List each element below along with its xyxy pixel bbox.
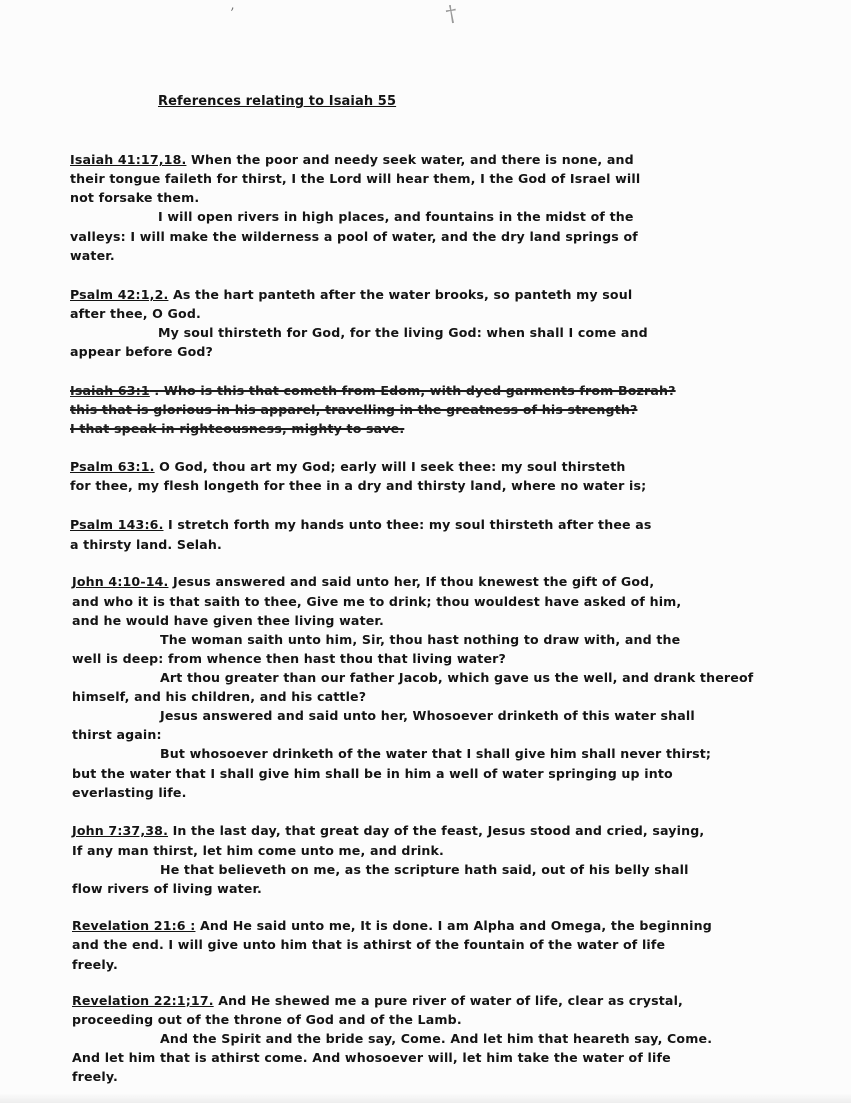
struck-line	[70, 382, 676, 400]
struck-line: I that speak in righteousness, mighty to save.	[70, 421, 405, 436]
passage-line: everlasting life.	[72, 785, 187, 800]
scripture-reference: John 7:37,38.	[72, 823, 169, 838]
passage-line: well is deep: from whence then hast thou that living water?	[72, 651, 506, 666]
passage-line: for thee, my flesh longeth for thee in a dry and thirsty land, where no water is;	[70, 478, 647, 493]
passage-line: I will open rivers in high places, and fountains in the midst of the	[158, 209, 634, 224]
passage-line: their tongue faileth for thirst, I the Lord will hear them, I the God of Israel will	[70, 171, 641, 186]
passage-line: And let him that is athirst come. And whosoever will, let him take the water of life	[72, 1050, 671, 1065]
passage-line: himself, and his children, and his cattle?	[72, 689, 367, 704]
passage-line: and the end. I will give unto him that is athirst of the fountain of the water of life	[72, 937, 666, 952]
verse-text: As the hart panteth after the water brooks, so panteth my soul	[168, 287, 633, 302]
passage-line: But whosoever drinketh of the water that I shall give him shall never thirst;	[160, 746, 712, 761]
passage-line: thirst again:	[72, 727, 162, 742]
scripture-reference: Isaiah 41:17,18.	[70, 152, 187, 167]
verse-text: And He said unto me, It is done. I am Alpha and Omega, the beginning	[195, 918, 712, 933]
scripture-reference: Revelation 22:1;17.	[72, 993, 214, 1008]
passage-line: but the water that I shall give him shall be in him a well of water springing up into	[72, 766, 673, 781]
passage-line: And the Spirit and the bride say, Come. And let him that heareth say, Come.	[160, 1031, 713, 1046]
struck-line: this that is glorious in his apparel, travelling in the greatness of his strength?	[70, 402, 638, 417]
passage-line: flow rivers of living water.	[72, 881, 262, 896]
scripture-reference: Psalm 143:6.	[70, 517, 164, 532]
passage-line	[72, 573, 654, 591]
scripture-reference: Psalm 42:1,2.	[70, 287, 169, 302]
passage-line: freely.	[72, 1069, 118, 1084]
passage-line: The woman saith unto him, Sir, thou hast nothing to draw with, and the	[160, 632, 681, 647]
passage-line	[72, 917, 712, 935]
verse-text: And He shewed me a pure river of water of life, clear as crystal,	[213, 993, 683, 1008]
passage-line: water.	[70, 248, 115, 263]
page-bottom-edge	[0, 1093, 851, 1103]
passage-line	[70, 151, 634, 169]
passage-line: Art thou greater than our father Jacob, which gave us the well, and drank thereof	[160, 670, 754, 685]
stray-ink-mark: ’	[230, 6, 235, 22]
passage-line: valleys: I will make the wilderness a pool of water, and the dry land springs of	[70, 229, 638, 244]
verse-text: In the last day, that great day of the feast, Jesus stood and cried, saying,	[168, 823, 705, 838]
passage-line	[72, 822, 704, 840]
passage-line: freely.	[72, 957, 118, 972]
passage-line: not forsake them.	[70, 190, 200, 205]
passage-line	[72, 992, 683, 1010]
passage-line: Jesus answered and said unto her, Whosoever drinketh of this water shall	[160, 708, 695, 723]
passage-line	[70, 516, 652, 534]
passage-line	[70, 458, 626, 476]
verse-text: I stretch forth my hands unto thee: my soul thirsteth after thee as	[163, 517, 652, 532]
scripture-reference: Isaiah 63:1	[70, 383, 150, 398]
passage-line: and he would have given thee living water.	[72, 613, 384, 628]
verse-text: When the poor and needy seek water, and there is none, and	[186, 152, 634, 167]
pencil-annotation: †	[443, 1, 460, 28]
scripture-reference: Psalm 63:1.	[70, 459, 155, 474]
passage-line: He that believeth on me, as the scripture hath said, out of his belly shall	[160, 862, 689, 877]
verse-text: O God, thou art my God; early will I seek thee: my soul thirsteth	[154, 459, 626, 474]
passage-line: appear before God?	[70, 344, 213, 359]
passage-line: If any man thirst, let him come unto me, and drink.	[72, 843, 444, 858]
passage-line: and who it is that saith to thee, Give me to drink; thou wouldest have asked of him,	[72, 594, 682, 609]
passage-line: after thee, O God.	[70, 306, 201, 321]
passage-line: a thirsty land. Selah.	[70, 537, 222, 552]
verse-text: . Who is this that cometh from Edom, with dyed garments from Bozrah?	[149, 383, 676, 398]
passage-line: My soul thirsteth for God, for the living God: when shall I come and	[158, 325, 648, 340]
scripture-reference: Revelation 21:6 :	[72, 918, 196, 933]
scripture-reference: John 4:10-14.	[72, 574, 169, 589]
passage-line	[70, 286, 632, 304]
verse-text: Jesus answered and said unto her, If thou knewest the gift of God,	[168, 574, 655, 589]
passage-line: proceeding out of the throne of God and of the Lamb.	[72, 1012, 462, 1027]
page-title: References relating to Isaiah 55	[158, 94, 397, 109]
